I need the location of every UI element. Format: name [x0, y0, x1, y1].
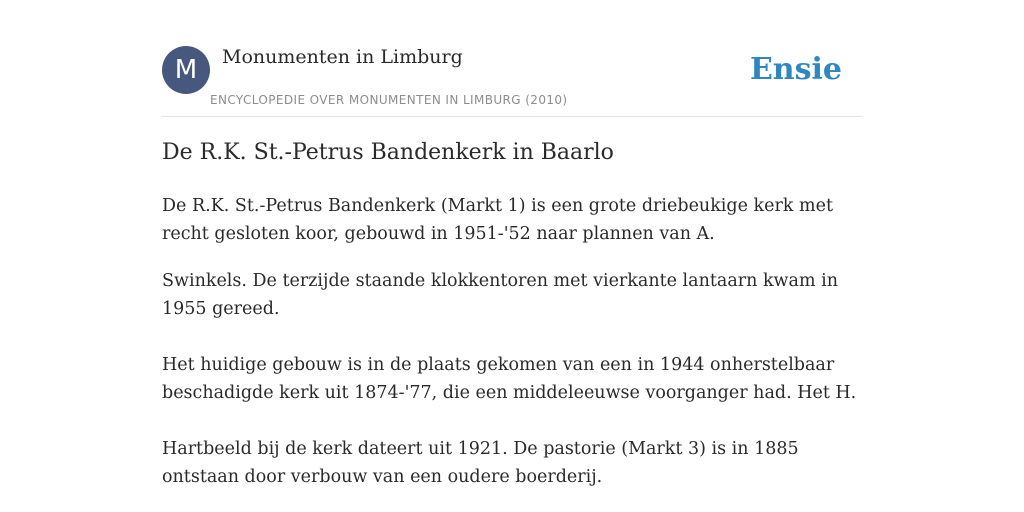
article-paragraph-1: De R.K. St.-Petrus Bandenkerk (Markt 1) is een grote driebeukige kerk met recht gesloten koor, gebouwd in 1951-'52 naar plannen van A.: [162, 196, 833, 244]
article-paragraph-3: Het huidige gebouw is in de plaats gekomen van een in 1944 onherstelbaar beschadigde kerk uit 1874-'77, die een middeleeuwse voorganger had. Het H.: [162, 355, 857, 403]
article-title: De R.K. St.-Petrus Bandenkerk in Baarlo: [162, 140, 614, 165]
article-paragraph-4: Hartbeeld bij de kerk dateert uit 1921. De pastorie (Markt 3) is in 1885 ontstaan door verbouw van een oudere boerderij.: [162, 439, 799, 487]
source-header: [162, 46, 862, 117]
article-paragraph-2: Swinkels. De terzijde staande klokkentoren met vierkante lantaarn kwam in 1955 gereed.: [162, 271, 838, 319]
source-avatar[interactable]: M: [162, 46, 210, 94]
source-subtitle: ENCYCLOPEDIE OVER MONUMENTEN IN LIMBURG (2010): [210, 93, 568, 107]
source-title-link[interactable]: Monumenten in Limburg: [222, 46, 463, 68]
ensie-logo[interactable]: Ensie: [749, 52, 842, 87]
